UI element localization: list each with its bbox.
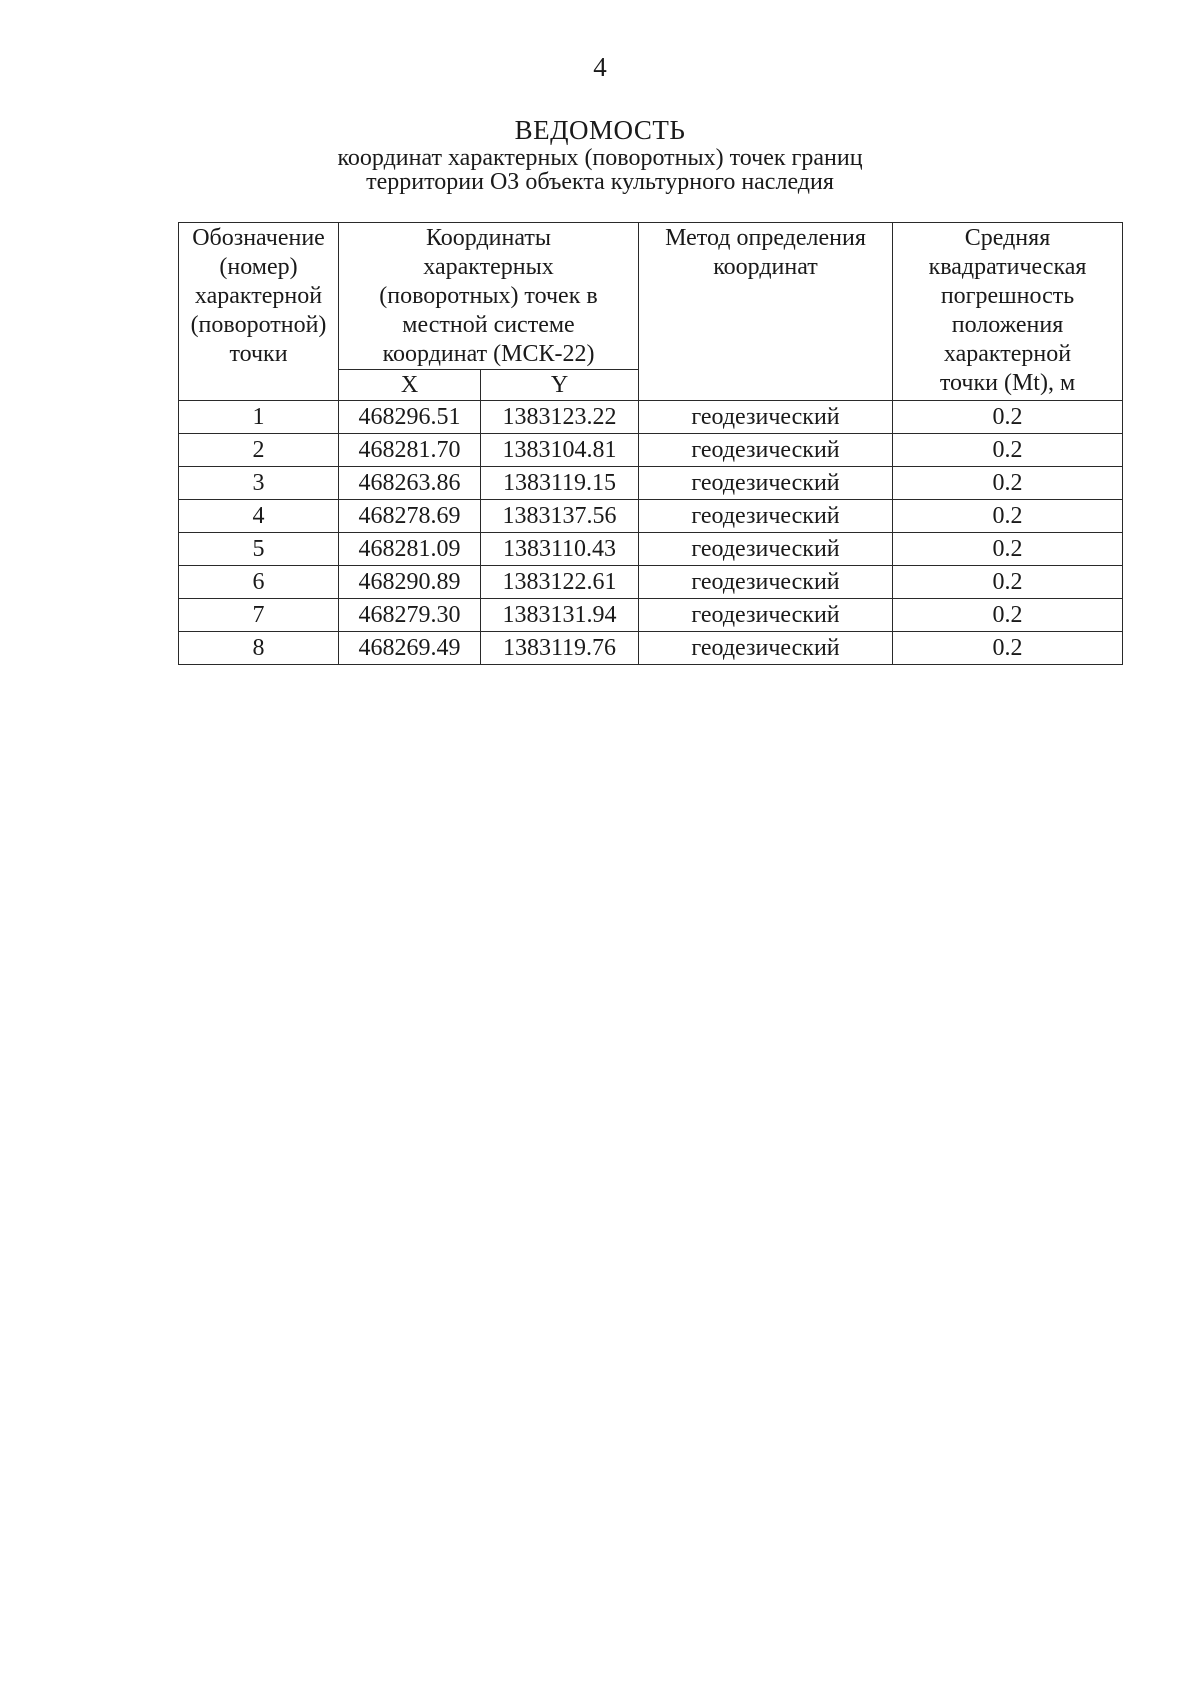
cell-y: 1383119.76 <box>481 632 639 665</box>
cell-error: 0.2 <box>893 566 1123 599</box>
cell-x: 468281.70 <box>339 434 481 467</box>
cell-method: геодезический <box>639 632 893 665</box>
cell-method: геодезический <box>639 599 893 632</box>
header-point-line: характерной <box>194 283 323 309</box>
header-method-line: координат <box>713 254 818 280</box>
header-point-line: (номер) <box>219 254 298 280</box>
table-row <box>179 467 1123 500</box>
cell-point: 2 <box>179 434 339 467</box>
cell-method: геодезический <box>639 467 893 500</box>
header-coordinates <box>339 223 639 370</box>
header-coords-line: Координаты <box>425 225 552 251</box>
table-header-row <box>179 223 1123 370</box>
cell-method: геодезический <box>639 533 893 566</box>
header-point-line: Обозначение <box>192 225 325 251</box>
document-subtitle-line1: координат характерных (поворотных) точек границ <box>337 145 863 171</box>
coordinates-table <box>178 222 1123 665</box>
table-row <box>179 434 1123 467</box>
cell-y: 1383131.94 <box>481 599 639 632</box>
header-method <box>639 223 893 401</box>
cell-point: 7 <box>179 599 339 632</box>
cell-method: геодезический <box>639 401 893 434</box>
header-error-line: точки (Mt), м <box>939 370 1076 396</box>
header-point-line: точки <box>229 341 288 367</box>
cell-error: 0.2 <box>893 401 1123 434</box>
cell-point: 1 <box>179 401 339 434</box>
cell-x: 468269.49 <box>339 632 481 665</box>
cell-error: 0.2 <box>893 632 1123 665</box>
header-error-line: квадратическая <box>928 254 1087 280</box>
cell-error: 0.2 <box>893 467 1123 500</box>
cell-point: 3 <box>179 467 339 500</box>
cell-y: 1383110.43 <box>481 533 639 566</box>
cell-error: 0.2 <box>893 500 1123 533</box>
cell-error: 0.2 <box>893 599 1123 632</box>
header-x: X <box>339 370 481 401</box>
table-row <box>179 500 1123 533</box>
cell-point: 8 <box>179 632 339 665</box>
cell-y: 1383122.61 <box>481 566 639 599</box>
document-subtitle-line2: территории ОЗ объекта культурного наследия <box>366 169 834 195</box>
cell-error: 0.2 <box>893 533 1123 566</box>
table-row <box>179 599 1123 632</box>
header-coords-line: координат (МСК-22) <box>382 341 595 367</box>
table-row <box>179 533 1123 566</box>
cell-y: 1383119.15 <box>481 467 639 500</box>
cell-y: 1383137.56 <box>481 500 639 533</box>
cell-x: 468263.86 <box>339 467 481 500</box>
header-error <box>893 223 1123 401</box>
document-title: ВЕДОМОСТЬ <box>514 115 686 145</box>
cell-y: 1383104.81 <box>481 434 639 467</box>
header-y: Y <box>481 370 639 401</box>
header-coords-line: местной системе <box>402 312 575 338</box>
header-point-line: (поворотной) <box>190 312 327 338</box>
cell-method: геодезический <box>639 566 893 599</box>
table-row <box>179 401 1123 434</box>
header-error-line: положения <box>951 312 1064 338</box>
header-coords-line: (поворотных) точек в <box>379 283 598 309</box>
cell-point: 5 <box>179 533 339 566</box>
page-number: 4 <box>593 52 607 82</box>
cell-x: 468296.51 <box>339 401 481 434</box>
table-row <box>179 632 1123 665</box>
cell-point: 4 <box>179 500 339 533</box>
cell-x: 468278.69 <box>339 500 481 533</box>
header-error-line: характерной <box>943 341 1072 367</box>
cell-y: 1383123.22 <box>481 401 639 434</box>
header-error-line: погрешность <box>940 283 1075 309</box>
cell-x: 468279.30 <box>339 599 481 632</box>
cell-x: 468290.89 <box>339 566 481 599</box>
cell-error: 0.2 <box>893 434 1123 467</box>
cell-method: геодезический <box>639 500 893 533</box>
table-row <box>179 566 1123 599</box>
cell-method: геодезический <box>639 434 893 467</box>
header-method-line: Метод определения <box>665 225 866 251</box>
header-error-line: Средняя <box>964 225 1051 251</box>
cell-x: 468281.09 <box>339 533 481 566</box>
header-coords-line: характерных <box>423 254 554 280</box>
header-point <box>179 223 339 401</box>
cell-point: 6 <box>179 566 339 599</box>
